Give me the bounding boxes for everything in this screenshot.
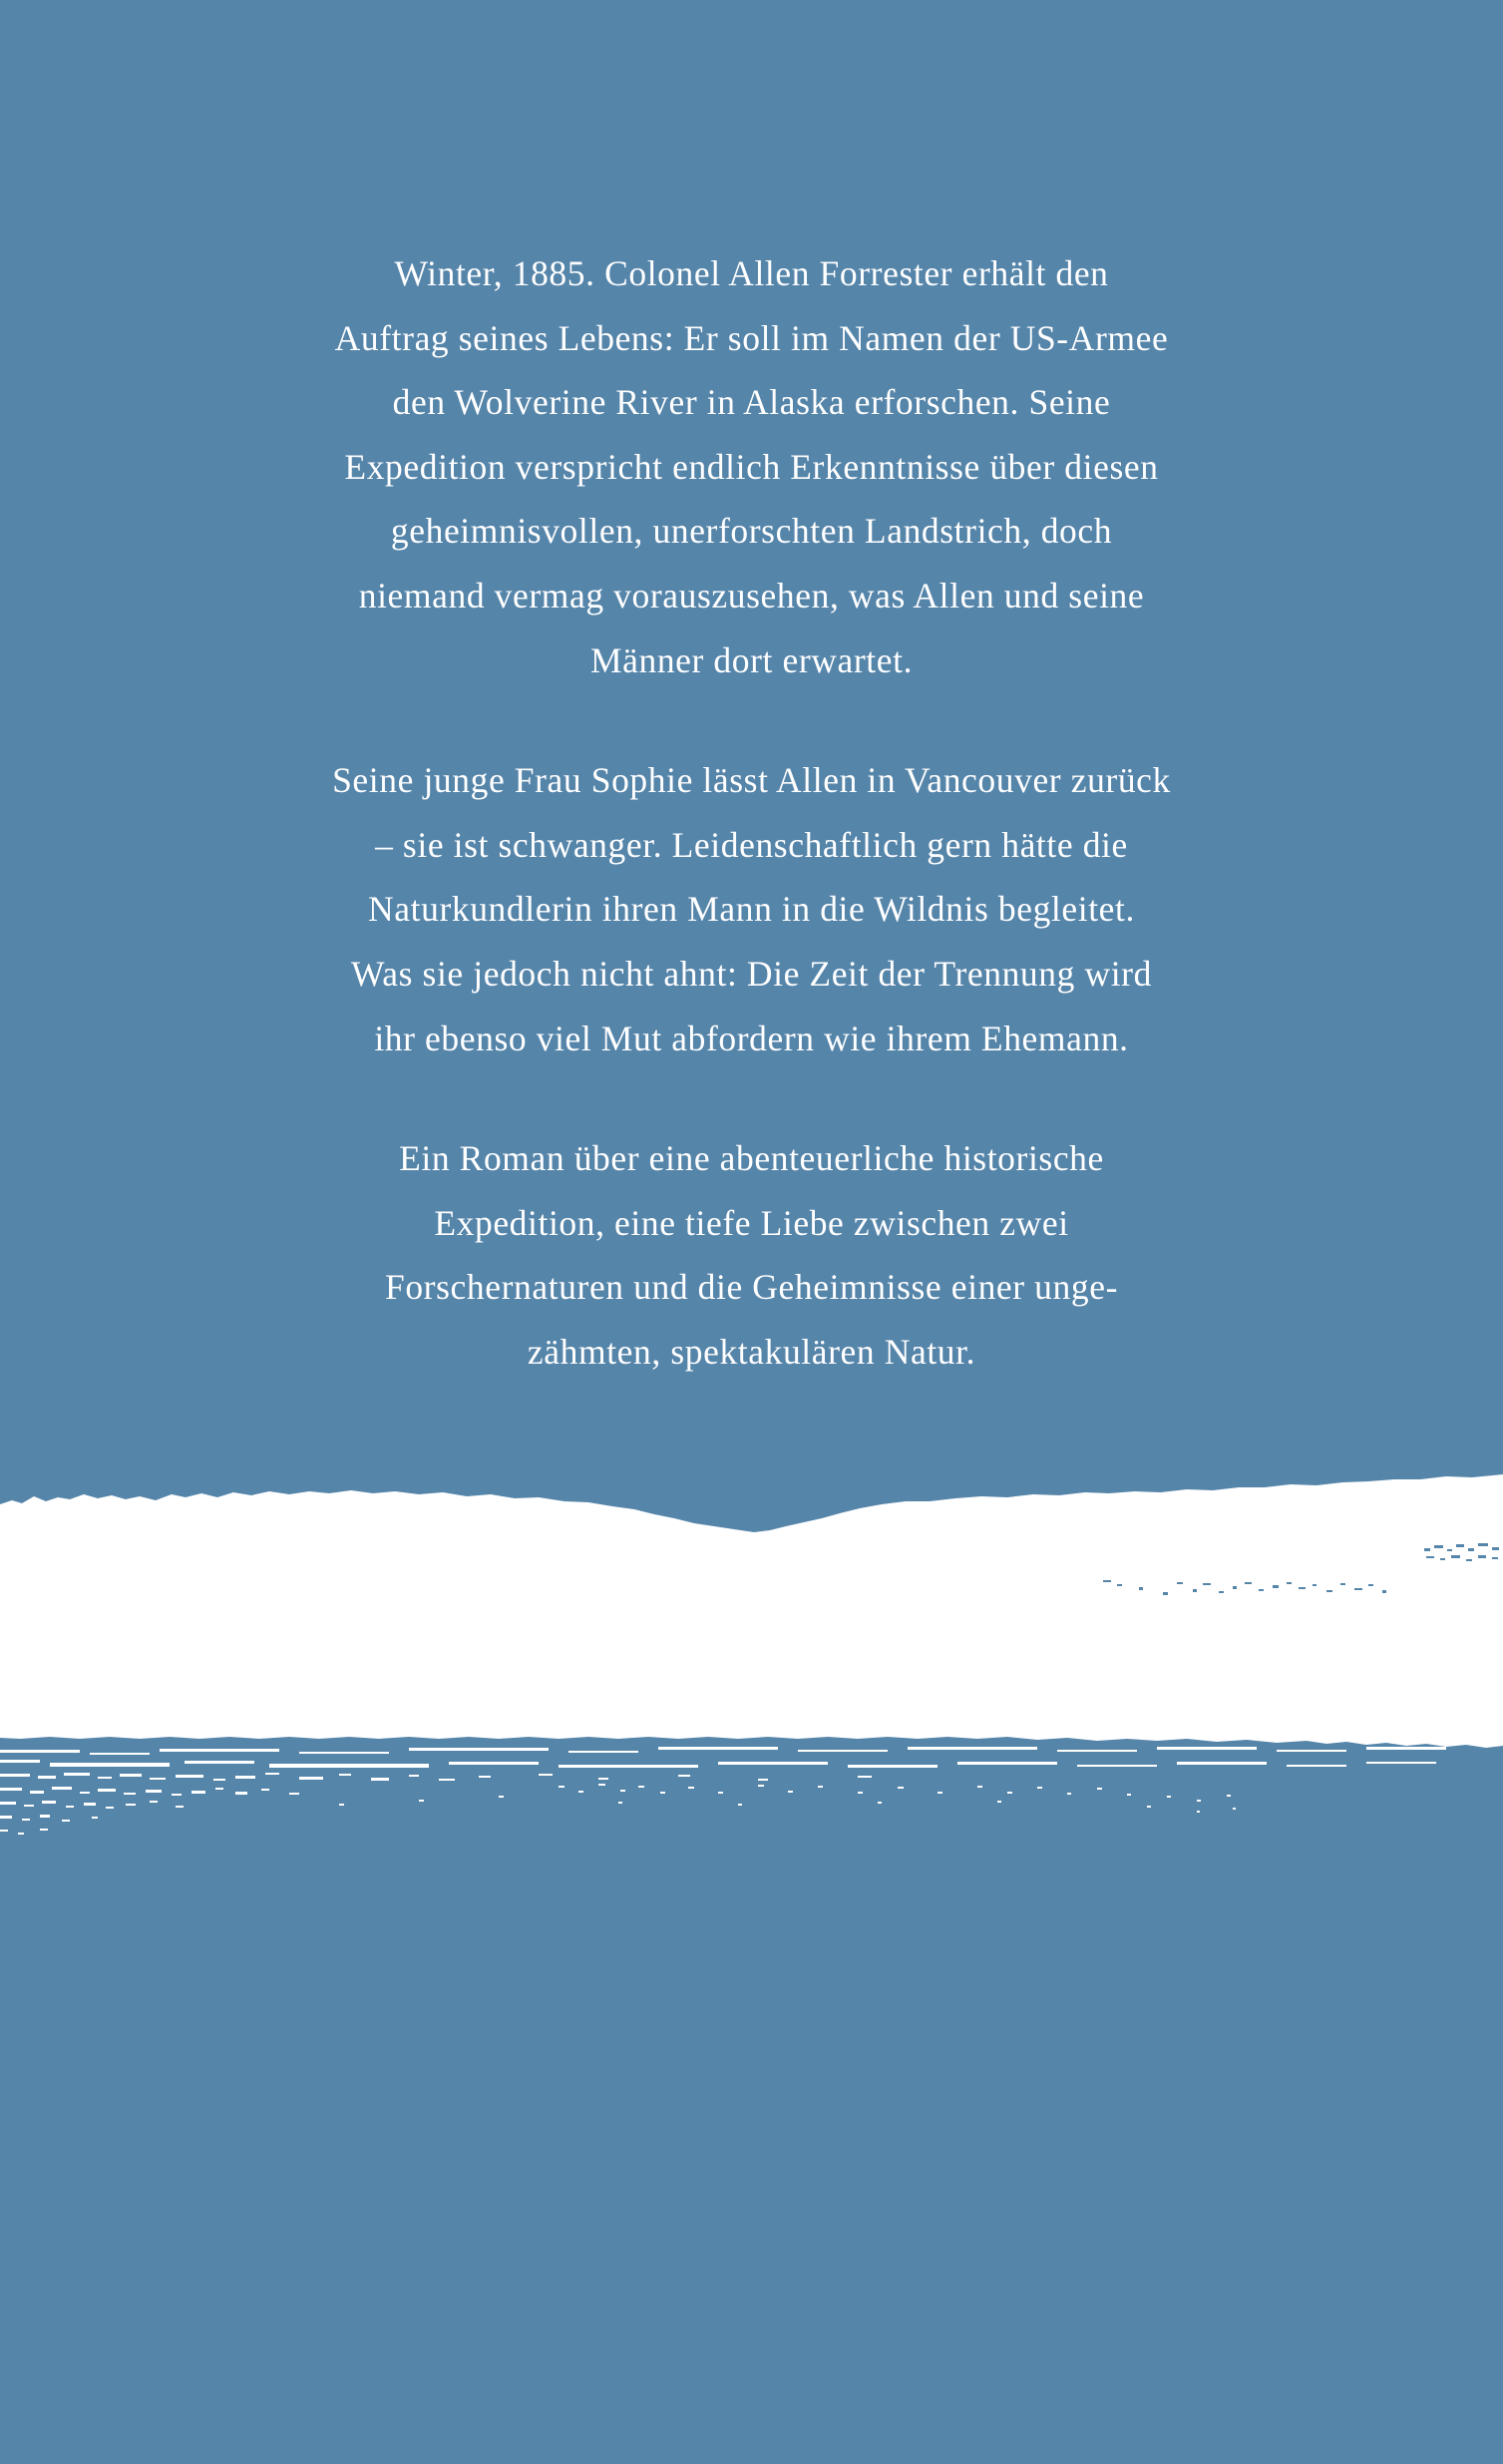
blurb-line: Expedition, eine tiefe Liebe zwischen zwei [434, 1202, 1069, 1243]
blurb-line: geheimnisvollen, unerforschten Landstrich, doch [390, 511, 1113, 552]
snow-landscape-illustration [0, 1456, 1503, 1875]
blurb-line: – sie ist schwanger. Leidenschaftlich gern hätte die [375, 824, 1128, 865]
water-speckles [339, 1784, 1236, 1813]
blurb-line: zähmten, spektakulären Natur. [527, 1331, 976, 1372]
blurb-line: Expedition verspricht endlich Erkenntnisse über diesen [344, 446, 1159, 487]
blurb-line: ihr ebenso viel Mut abfordern wie ihrem Ehemann. [374, 1018, 1129, 1058]
blurb-line: niemand vermag vorauszusehen, was Allen und seine [358, 575, 1145, 616]
blurb-paragraph-2 [229, 748, 1274, 1070]
blurb-line: Was sie jedoch nicht ahnt: Die Zeit der Trennung wird [351, 953, 1152, 994]
blurb-paragraph-1 [229, 241, 1274, 692]
blurb-line: Auftrag seines Lebens: Er soll im Namen der US-Armee [334, 317, 1169, 358]
blurb-text [229, 241, 1274, 1385]
blurb-line: Forschernaturen und die Geheimnisse einer unge- [384, 1267, 1118, 1308]
snow-field [0, 1474, 1503, 1748]
blurb-line: Winter, 1885. Colonel Allen Forrester erhält den [394, 253, 1109, 293]
blurb-line: den Wolverine River in Alaska erforschen. Seine [392, 382, 1111, 423]
blurb-line: Seine junge Frau Sophie lässt Allen in Vancouver zurück [332, 760, 1171, 801]
water-reflections [0, 1747, 1446, 1835]
blurb-line: Männer dort erwartet. [589, 639, 914, 680]
blurb-line: Ein Roman über eine abenteuerliche historische [399, 1138, 1104, 1179]
blurb-paragraph-3 [229, 1126, 1274, 1384]
blurb-line: Naturkundlerin ihren Mann in die Wildnis begleitet. [368, 889, 1135, 930]
